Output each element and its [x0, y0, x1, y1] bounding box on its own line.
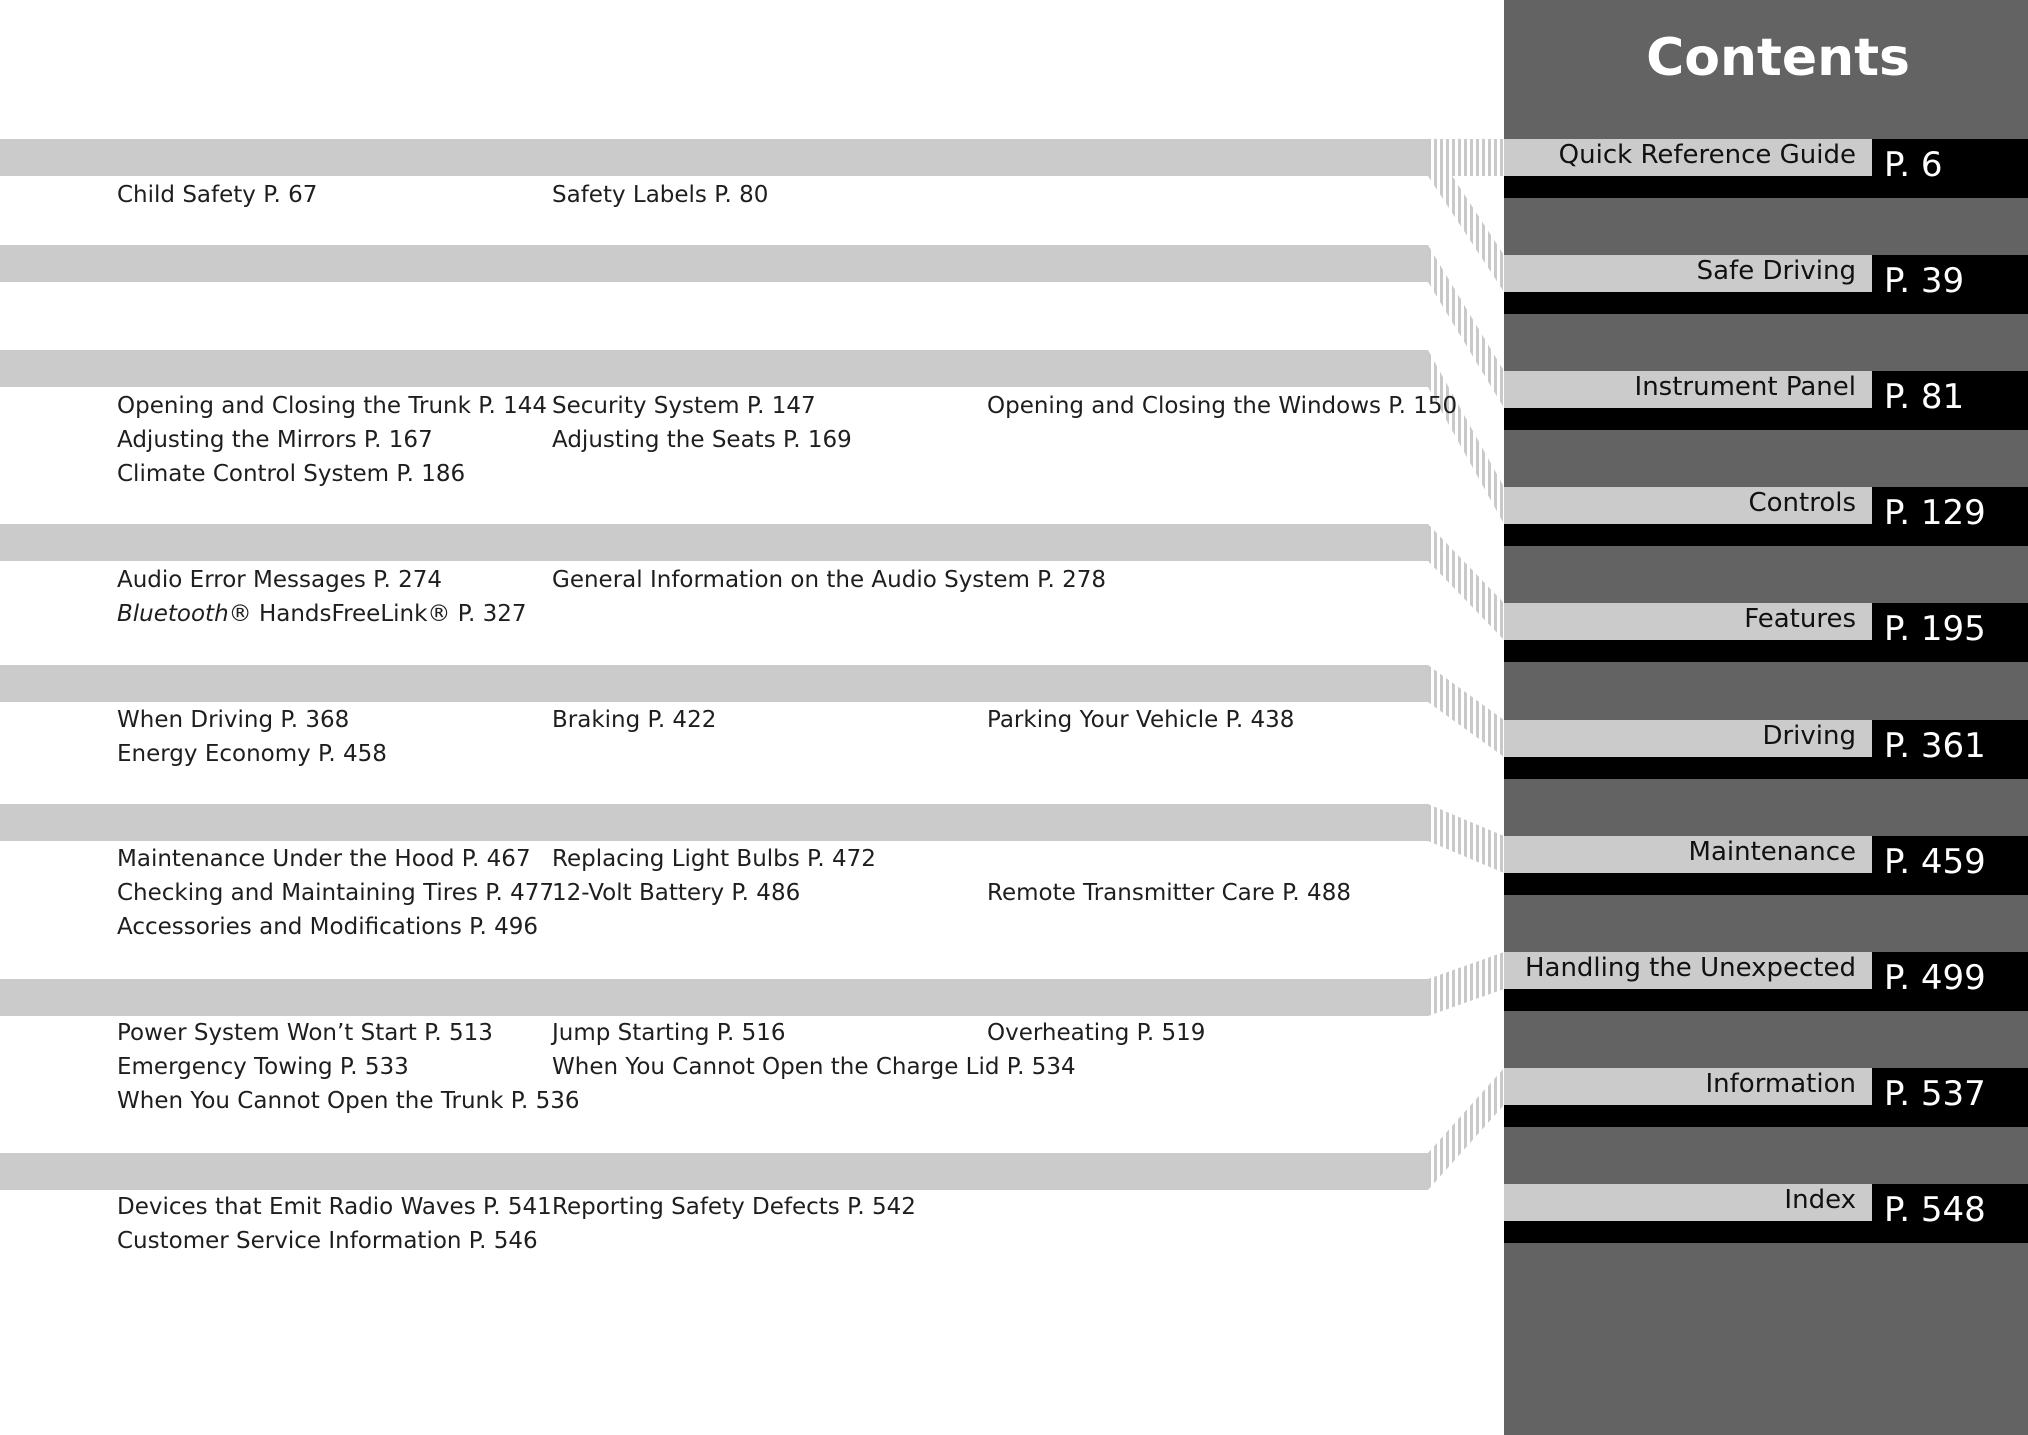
tab-page-number: P. 537 [1884, 1074, 1986, 1114]
tab-page-number: P. 499 [1884, 958, 1986, 998]
connector-unexpected [1428, 952, 1504, 1016]
section-bar-quick-reference [0, 139, 1428, 176]
entry-audio-error[interactable]: Audio Error Messages P. 274 [117, 567, 442, 593]
tab-page-block [1872, 603, 2028, 662]
tab-controls[interactable] [1504, 487, 2028, 546]
tab-label: Quick Reference Guide [1558, 140, 1856, 170]
tab-page-block [1872, 952, 2028, 1011]
tab-label-box [1504, 139, 1872, 176]
tab-label-box [1504, 603, 1872, 640]
tab-label-box [1504, 1184, 1872, 1221]
entry-power-system[interactable]: Power System Won’t Start P. 513 [117, 1020, 493, 1046]
tab-label: Maintenance [1688, 837, 1856, 867]
entry-handsfreelink[interactable] [117, 599, 527, 629]
tab-information[interactable] [1504, 1068, 2028, 1127]
tab-page-number: P. 6 [1884, 145, 1943, 185]
tab-page-block [1872, 139, 2028, 198]
entry-accessories[interactable]: Accessories and Modifications P. 496 [117, 914, 538, 940]
section-bar-unexpected [0, 1153, 1428, 1190]
tab-page-block [1872, 720, 2028, 779]
tab-label: Safe Driving [1696, 256, 1856, 286]
connectors [1428, 0, 1504, 1435]
connector-features [1428, 524, 1504, 640]
tab-page-block [1872, 1068, 2028, 1127]
contents-title: Contents [1646, 28, 1910, 88]
entry-trunk[interactable]: Opening and Closing the Trunk P. 144 [117, 393, 548, 419]
entry-light-bulbs[interactable]: Replacing Light Bulbs P. 472 [552, 846, 876, 872]
connector-information [1428, 1068, 1504, 1190]
tab-page-block [1872, 371, 2028, 430]
entry-battery[interactable]: 12-Volt Battery P. 486 [552, 880, 801, 906]
entry-remote-transmitter[interactable]: Remote Transmitter Care P. 488 [987, 880, 1351, 906]
tab-label-box [1504, 255, 1872, 292]
entry-under-hood[interactable]: Maintenance Under the Hood P. 467 [117, 846, 531, 872]
entry-charge-lid[interactable]: When You Cannot Open the Charge Lid P. 534 [552, 1054, 1076, 1080]
entry-windows[interactable]: Opening and Closing the Windows P. 150 [987, 393, 1458, 419]
tab-page-number: P. 81 [1884, 377, 1965, 417]
tab-label-box [1504, 952, 1872, 989]
tab-instrument-panel[interactable] [1504, 371, 2028, 430]
section-bar-controls [0, 524, 1428, 561]
tab-label: Index [1784, 1185, 1856, 1215]
tab-label: Controls [1748, 488, 1856, 518]
tab-quick-reference[interactable] [1504, 139, 2028, 198]
tab-driving[interactable] [1504, 720, 2028, 779]
entry-customer-service[interactable]: Customer Service Information P. 546 [117, 1228, 538, 1254]
section-bar-driving [0, 804, 1428, 841]
entry-tires[interactable]: Checking and Maintaining Tires P. 477 [117, 880, 555, 906]
entry-jump-starting[interactable]: Jump Starting P. 516 [552, 1020, 786, 1046]
entry-emergency-towing[interactable]: Emergency Towing P. 533 [117, 1054, 409, 1080]
entry-radio-waves[interactable]: Devices that Emit Radio Waves P. 541 [117, 1194, 552, 1220]
entry-safety-labels[interactable]: Safety Labels P. 80 [552, 182, 769, 208]
tab-page-block [1872, 255, 2028, 314]
tab-page-block [1872, 836, 2028, 895]
tab-label: Handling the Unexpected [1524, 953, 1856, 983]
entry-child-safety[interactable]: Child Safety P. 67 [117, 182, 318, 208]
entry-braking[interactable]: Braking P. 422 [552, 707, 717, 733]
connector-maintenance [1428, 804, 1504, 873]
section-bar-maintenance [0, 979, 1428, 1016]
entry-energy-economy[interactable]: Energy Economy P. 458 [117, 741, 387, 767]
entry-safety-defects[interactable]: Reporting Safety Defects P. 542 [552, 1194, 916, 1220]
entry-security-system[interactable]: Security System P. 147 [552, 393, 816, 419]
tab-label-box [1504, 720, 1872, 757]
section-bar-safe-driving [0, 245, 1428, 282]
entry-when-driving[interactable]: When Driving P. 368 [117, 707, 350, 733]
tab-features[interactable] [1504, 603, 2028, 662]
tab-safe-driving[interactable] [1504, 255, 2028, 314]
bluetooth-italic: Bluetooth [117, 601, 229, 627]
section-bar-features [0, 665, 1428, 702]
tab-label-box [1504, 1068, 1872, 1105]
tab-label: Information [1705, 1069, 1856, 1099]
tab-page-number: P. 195 [1884, 609, 1986, 649]
tab-page-block [1872, 1184, 2028, 1243]
tab-label-box [1504, 371, 1872, 408]
entry-overheating[interactable]: Overheating P. 519 [987, 1020, 1206, 1046]
tab-maintenance[interactable] [1504, 836, 2028, 895]
entry-climate-control[interactable]: Climate Control System P. 186 [117, 461, 466, 487]
tab-index[interactable] [1504, 1184, 2028, 1243]
tab-label-box [1504, 487, 1872, 524]
tab-handling-unexpected[interactable] [1504, 952, 2028, 1011]
tab-page-block [1872, 487, 2028, 546]
handsfreelink-text: ® HandsFreeLink® P. 327 [228, 601, 527, 627]
entry-mirrors[interactable]: Adjusting the Mirrors P. 167 [117, 427, 433, 453]
tab-page-number: P. 548 [1884, 1190, 1986, 1230]
tab-page-number: P. 459 [1884, 842, 1986, 882]
tab-page-number: P. 39 [1884, 261, 1965, 301]
tab-page-number: P. 129 [1884, 493, 1986, 533]
connector-driving [1428, 665, 1504, 757]
section-bar-instrument-panel [0, 350, 1428, 387]
tab-label: Features [1744, 604, 1856, 634]
tab-page-number: P. 361 [1884, 726, 1986, 766]
entry-audio-info[interactable]: General Information on the Audio System P. 278 [552, 567, 1106, 593]
tab-label: Driving [1762, 721, 1856, 751]
entry-parking[interactable]: Parking Your Vehicle P. 438 [987, 707, 1295, 733]
tab-label-box [1504, 836, 1872, 873]
entry-trunk-open[interactable]: When You Cannot Open the Trunk P. 536 [117, 1088, 580, 1114]
entry-seats[interactable]: Adjusting the Seats P. 169 [552, 427, 852, 453]
tab-label: Instrument Panel [1634, 372, 1856, 402]
